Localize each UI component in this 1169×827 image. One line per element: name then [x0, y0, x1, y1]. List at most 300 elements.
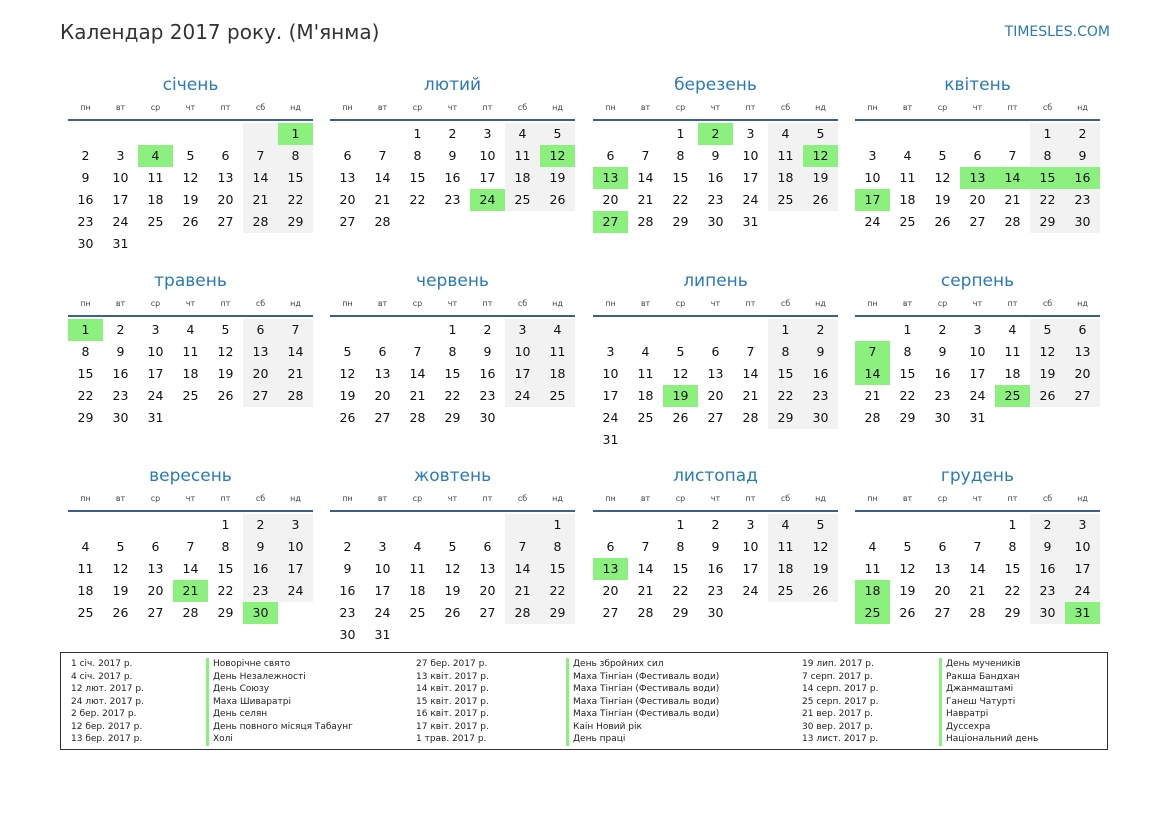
day-cell[interactable]: 2: [803, 319, 838, 341]
day-cell[interactable]: 14: [409, 366, 426, 381]
day-cell[interactable]: 2: [243, 514, 278, 536]
day-cell[interactable]: 15: [409, 170, 426, 185]
day-cell[interactable]: 18: [77, 583, 94, 598]
day-cell[interactable]: 25: [899, 214, 916, 229]
holiday-day-cell[interactable]: 2: [698, 123, 733, 145]
day-cell[interactable]: 16: [1030, 558, 1065, 580]
day-cell[interactable]: 22: [1004, 583, 1021, 598]
day-cell[interactable]: 22: [540, 580, 575, 602]
day-cell[interactable]: 10: [278, 536, 313, 558]
day-cell[interactable]: 1: [540, 514, 575, 536]
day-cell[interactable]: 17: [505, 363, 540, 385]
day-cell[interactable]: 27: [217, 214, 234, 229]
day-cell[interactable]: 23: [339, 605, 356, 620]
day-cell[interactable]: 12: [1030, 341, 1065, 363]
day-cell[interactable]: 6: [243, 319, 278, 341]
day-cell[interactable]: 8: [768, 341, 803, 363]
day-cell[interactable]: 18: [637, 388, 654, 403]
day-cell[interactable]: 4: [413, 539, 422, 554]
day-cell[interactable]: 2: [448, 126, 457, 141]
day-cell[interactable]: 8: [448, 344, 457, 359]
day-cell[interactable]: 20: [934, 583, 951, 598]
day-cell[interactable]: 30: [339, 627, 356, 642]
holiday-day-cell[interactable]: 14: [995, 167, 1030, 189]
holiday-day-cell[interactable]: 21: [173, 580, 208, 602]
day-cell[interactable]: 20: [217, 192, 234, 207]
day-cell[interactable]: 26: [112, 605, 129, 620]
day-cell[interactable]: 29: [540, 602, 575, 624]
day-cell[interactable]: 7: [413, 344, 422, 359]
holiday-day-cell[interactable]: 13: [960, 167, 995, 189]
day-cell[interactable]: 3: [973, 322, 982, 337]
day-cell[interactable]: 17: [1065, 558, 1100, 580]
day-cell[interactable]: 12: [899, 561, 916, 576]
day-cell[interactable]: 5: [903, 539, 912, 554]
day-cell[interactable]: 8: [413, 148, 422, 163]
day-cell[interactable]: 8: [1008, 539, 1017, 554]
day-cell[interactable]: 15: [444, 366, 461, 381]
day-cell[interactable]: 10: [479, 148, 496, 163]
day-cell[interactable]: 10: [969, 344, 986, 359]
day-cell[interactable]: 5: [540, 123, 575, 145]
day-cell[interactable]: 6: [938, 539, 947, 554]
day-cell[interactable]: 25: [637, 410, 654, 425]
day-cell[interactable]: 7: [243, 145, 278, 167]
day-cell[interactable]: 3: [746, 126, 755, 141]
day-cell[interactable]: 23: [77, 214, 94, 229]
day-cell[interactable]: 11: [182, 344, 199, 359]
day-cell[interactable]: 2: [483, 322, 492, 337]
day-cell[interactable]: 6: [711, 344, 720, 359]
day-cell[interactable]: 14: [374, 170, 391, 185]
day-cell[interactable]: 25: [409, 605, 426, 620]
day-cell[interactable]: 15: [672, 170, 689, 185]
day-cell[interactable]: 19: [444, 583, 461, 598]
day-cell[interactable]: 14: [505, 558, 540, 580]
day-cell[interactable]: 15: [768, 363, 803, 385]
day-cell[interactable]: 10: [505, 341, 540, 363]
day-cell[interactable]: 9: [116, 344, 125, 359]
site-link[interactable]: TIMESLES.COM: [1004, 24, 1110, 40]
day-cell[interactable]: 13: [934, 561, 951, 576]
day-cell[interactable]: 20: [374, 388, 391, 403]
day-cell[interactable]: 28: [374, 214, 391, 229]
day-cell[interactable]: 1: [448, 322, 457, 337]
day-cell[interactable]: 11: [505, 145, 540, 167]
day-cell[interactable]: 8: [540, 536, 575, 558]
day-cell[interactable]: 3: [483, 126, 492, 141]
day-cell[interactable]: 26: [803, 580, 838, 602]
day-cell[interactable]: 11: [77, 561, 94, 576]
day-cell[interactable]: 16: [112, 366, 129, 381]
day-cell[interactable]: 4: [641, 344, 650, 359]
day-cell[interactable]: 21: [409, 388, 426, 403]
day-cell[interactable]: 2: [81, 148, 90, 163]
day-cell[interactable]: 20: [243, 363, 278, 385]
day-cell[interactable]: 27: [147, 605, 164, 620]
day-cell[interactable]: 3: [868, 148, 877, 163]
day-cell[interactable]: 7: [973, 539, 982, 554]
day-cell[interactable]: 23: [479, 388, 496, 403]
day-cell[interactable]: 12: [339, 366, 356, 381]
day-cell[interactable]: 22: [899, 388, 916, 403]
day-cell[interactable]: 8: [81, 344, 90, 359]
day-cell[interactable]: 23: [803, 385, 838, 407]
day-cell[interactable]: 23: [444, 192, 461, 207]
day-cell[interactable]: 30: [803, 407, 838, 429]
day-cell[interactable]: 17: [969, 366, 986, 381]
day-cell[interactable]: 15: [540, 558, 575, 580]
day-cell[interactable]: 6: [606, 539, 615, 554]
day-cell[interactable]: 30: [707, 605, 724, 620]
day-cell[interactable]: 14: [182, 561, 199, 576]
day-cell[interactable]: 4: [186, 322, 195, 337]
day-cell[interactable]: 14: [637, 561, 654, 576]
day-cell[interactable]: 23: [112, 388, 129, 403]
day-cell[interactable]: 30: [934, 410, 951, 425]
day-cell[interactable]: 2: [938, 322, 947, 337]
day-cell[interactable]: 7: [505, 536, 540, 558]
day-cell[interactable]: 29: [217, 605, 234, 620]
day-cell[interactable]: 25: [540, 385, 575, 407]
day-cell[interactable]: 24: [147, 388, 164, 403]
day-cell[interactable]: 11: [1004, 344, 1021, 359]
day-cell[interactable]: 9: [711, 148, 720, 163]
day-cell[interactable]: 10: [1065, 536, 1100, 558]
day-cell[interactable]: 8: [1030, 145, 1065, 167]
day-cell[interactable]: 2: [711, 517, 720, 532]
day-cell[interactable]: 19: [182, 192, 199, 207]
day-cell[interactable]: 18: [147, 192, 164, 207]
day-cell[interactable]: 18: [899, 192, 916, 207]
day-cell[interactable]: 5: [1030, 319, 1065, 341]
day-cell[interactable]: 13: [243, 341, 278, 363]
day-cell[interactable]: 19: [1030, 363, 1065, 385]
day-cell[interactable]: 31: [374, 627, 391, 642]
day-cell[interactable]: 4: [1008, 322, 1017, 337]
day-cell[interactable]: 14: [742, 366, 759, 381]
day-cell[interactable]: 19: [112, 583, 129, 598]
day-cell[interactable]: 23: [243, 580, 278, 602]
day-cell[interactable]: 22: [409, 192, 426, 207]
day-cell[interactable]: 27: [243, 385, 278, 407]
day-cell[interactable]: 28: [278, 385, 313, 407]
day-cell[interactable]: 24: [742, 583, 759, 598]
day-cell[interactable]: 20: [707, 388, 724, 403]
day-cell[interactable]: 6: [606, 148, 615, 163]
day-cell[interactable]: 4: [540, 319, 575, 341]
day-cell[interactable]: 11: [864, 561, 881, 576]
day-cell[interactable]: 22: [672, 192, 689, 207]
day-cell[interactable]: 7: [378, 148, 387, 163]
day-cell[interactable]: 6: [221, 148, 230, 163]
day-cell[interactable]: 28: [1004, 214, 1021, 229]
holiday-day-cell[interactable]: 16: [1065, 167, 1100, 189]
holiday-day-cell[interactable]: 25: [855, 602, 890, 624]
day-cell[interactable]: 21: [505, 580, 540, 602]
day-cell[interactable]: 29: [672, 214, 689, 229]
day-cell[interactable]: 26: [934, 214, 951, 229]
day-cell[interactable]: 1: [676, 126, 685, 141]
day-cell[interactable]: 24: [602, 410, 619, 425]
day-cell[interactable]: 11: [409, 561, 426, 576]
day-cell[interactable]: 22: [77, 388, 94, 403]
day-cell[interactable]: 12: [672, 366, 689, 381]
day-cell[interactable]: 1: [1030, 123, 1065, 145]
day-cell[interactable]: 26: [339, 410, 356, 425]
day-cell[interactable]: 10: [602, 366, 619, 381]
day-cell[interactable]: 20: [339, 192, 356, 207]
day-cell[interactable]: 1: [221, 517, 230, 532]
day-cell[interactable]: 24: [969, 388, 986, 403]
day-cell[interactable]: 18: [1004, 366, 1021, 381]
day-cell[interactable]: 8: [278, 145, 313, 167]
day-cell[interactable]: 30: [1030, 602, 1065, 624]
day-cell[interactable]: 14: [637, 170, 654, 185]
day-cell[interactable]: 2: [116, 322, 125, 337]
holiday-day-cell[interactable]: 14: [855, 363, 890, 385]
day-cell[interactable]: 4: [81, 539, 90, 554]
day-cell[interactable]: 31: [742, 214, 759, 229]
day-cell[interactable]: 28: [742, 410, 759, 425]
day-cell[interactable]: 7: [1008, 148, 1017, 163]
day-cell[interactable]: 24: [1065, 580, 1100, 602]
day-cell[interactable]: 18: [768, 558, 803, 580]
day-cell[interactable]: 20: [479, 583, 496, 598]
day-cell[interactable]: 20: [147, 583, 164, 598]
day-cell[interactable]: 24: [742, 192, 759, 207]
day-cell[interactable]: 29: [1030, 211, 1065, 233]
day-cell[interactable]: 27: [707, 410, 724, 425]
day-cell[interactable]: 26: [540, 189, 575, 211]
day-cell[interactable]: 8: [221, 539, 230, 554]
day-cell[interactable]: 22: [1030, 189, 1065, 211]
day-cell[interactable]: 5: [343, 344, 352, 359]
day-cell[interactable]: 15: [278, 167, 313, 189]
day-cell[interactable]: 28: [637, 605, 654, 620]
holiday-day-cell[interactable]: 7: [855, 341, 890, 363]
day-cell[interactable]: 15: [899, 366, 916, 381]
day-cell[interactable]: 9: [448, 148, 457, 163]
day-cell[interactable]: 12: [217, 344, 234, 359]
day-cell[interactable]: 2: [343, 539, 352, 554]
day-cell[interactable]: 21: [1004, 192, 1021, 207]
day-cell[interactable]: 9: [711, 539, 720, 554]
day-cell[interactable]: 5: [938, 148, 947, 163]
day-cell[interactable]: 16: [444, 170, 461, 185]
day-cell[interactable]: 2: [1030, 514, 1065, 536]
day-cell[interactable]: 23: [1030, 580, 1065, 602]
day-cell[interactable]: 18: [768, 167, 803, 189]
day-cell[interactable]: 26: [1030, 385, 1065, 407]
day-cell[interactable]: 16: [339, 583, 356, 598]
day-cell[interactable]: 18: [505, 167, 540, 189]
day-cell[interactable]: 29: [278, 211, 313, 233]
day-cell[interactable]: 17: [602, 388, 619, 403]
day-cell[interactable]: 16: [707, 170, 724, 185]
day-cell[interactable]: 23: [934, 388, 951, 403]
day-cell[interactable]: 19: [217, 366, 234, 381]
day-cell[interactable]: 18: [182, 366, 199, 381]
day-cell[interactable]: 3: [1065, 514, 1100, 536]
day-cell[interactable]: 1: [413, 126, 422, 141]
day-cell[interactable]: 6: [378, 344, 387, 359]
day-cell[interactable]: 17: [742, 170, 759, 185]
day-cell[interactable]: 22: [217, 583, 234, 598]
day-cell[interactable]: 16: [707, 561, 724, 576]
holiday-day-cell[interactable]: 1: [68, 319, 103, 341]
holiday-day-cell[interactable]: 13: [593, 558, 628, 580]
holiday-day-cell[interactable]: 4: [138, 145, 173, 167]
day-cell[interactable]: 12: [182, 170, 199, 185]
day-cell[interactable]: 28: [182, 605, 199, 620]
day-cell[interactable]: 19: [803, 558, 838, 580]
day-cell[interactable]: 9: [938, 344, 947, 359]
holiday-day-cell[interactable]: 27: [593, 211, 628, 233]
day-cell[interactable]: 12: [803, 536, 838, 558]
day-cell[interactable]: 17: [374, 583, 391, 598]
day-cell[interactable]: 4: [505, 123, 540, 145]
day-cell[interactable]: 28: [505, 602, 540, 624]
day-cell[interactable]: 19: [540, 167, 575, 189]
day-cell[interactable]: 21: [243, 189, 278, 211]
day-cell[interactable]: 8: [903, 344, 912, 359]
day-cell[interactable]: 9: [483, 344, 492, 359]
day-cell[interactable]: 19: [934, 192, 951, 207]
day-cell[interactable]: 3: [746, 517, 755, 532]
day-cell[interactable]: 19: [339, 388, 356, 403]
day-cell[interactable]: 7: [278, 319, 313, 341]
day-cell[interactable]: 31: [602, 432, 619, 447]
day-cell[interactable]: 5: [221, 322, 230, 337]
day-cell[interactable]: 26: [899, 605, 916, 620]
day-cell[interactable]: 5: [803, 514, 838, 536]
day-cell[interactable]: 5: [803, 123, 838, 145]
day-cell[interactable]: 3: [116, 148, 125, 163]
day-cell[interactable]: 30: [1065, 211, 1100, 233]
day-cell[interactable]: 3: [151, 322, 160, 337]
day-cell[interactable]: 30: [707, 214, 724, 229]
day-cell[interactable]: 12: [934, 170, 951, 185]
day-cell[interactable]: 17: [278, 558, 313, 580]
day-cell[interactable]: 3: [606, 344, 615, 359]
day-cell[interactable]: 23: [1065, 189, 1100, 211]
day-cell[interactable]: 20: [1065, 363, 1100, 385]
day-cell[interactable]: 27: [602, 605, 619, 620]
day-cell[interactable]: 17: [147, 366, 164, 381]
day-cell[interactable]: 6: [343, 148, 352, 163]
day-cell[interactable]: 7: [186, 539, 195, 554]
day-cell[interactable]: 13: [147, 561, 164, 576]
day-cell[interactable]: 17: [479, 170, 496, 185]
day-cell[interactable]: 27: [374, 410, 391, 425]
day-cell[interactable]: 4: [868, 539, 877, 554]
day-cell[interactable]: 14: [243, 167, 278, 189]
day-cell[interactable]: 26: [444, 605, 461, 620]
day-cell[interactable]: 1: [676, 517, 685, 532]
day-cell[interactable]: 7: [746, 344, 755, 359]
day-cell[interactable]: 26: [217, 388, 234, 403]
day-cell[interactable]: 25: [768, 580, 803, 602]
day-cell[interactable]: 8: [676, 148, 685, 163]
day-cell[interactable]: 7: [641, 539, 650, 554]
day-cell[interactable]: 24: [505, 385, 540, 407]
day-cell[interactable]: 10: [374, 561, 391, 576]
day-cell[interactable]: 17: [112, 192, 129, 207]
day-cell[interactable]: 21: [278, 363, 313, 385]
day-cell[interactable]: 25: [77, 605, 94, 620]
day-cell[interactable]: 27: [339, 214, 356, 229]
holiday-day-cell[interactable]: 13: [593, 167, 628, 189]
day-cell[interactable]: 5: [186, 148, 195, 163]
holiday-day-cell[interactable]: 19: [663, 385, 698, 407]
day-cell[interactable]: 10: [112, 170, 129, 185]
day-cell[interactable]: 30: [112, 410, 129, 425]
day-cell[interactable]: 28: [409, 410, 426, 425]
day-cell[interactable]: 14: [278, 341, 313, 363]
day-cell[interactable]: 21: [864, 388, 881, 403]
holiday-day-cell[interactable]: 18: [855, 580, 890, 602]
day-cell[interactable]: 10: [864, 170, 881, 185]
day-cell[interactable]: 3: [505, 319, 540, 341]
day-cell[interactable]: 13: [479, 561, 496, 576]
day-cell[interactable]: 6: [973, 148, 982, 163]
day-cell[interactable]: 22: [768, 385, 803, 407]
day-cell[interactable]: 9: [343, 561, 352, 576]
day-cell[interactable]: 16: [803, 363, 838, 385]
day-cell[interactable]: 22: [672, 583, 689, 598]
day-cell[interactable]: 10: [147, 344, 164, 359]
day-cell[interactable]: 9: [81, 170, 90, 185]
day-cell[interactable]: 28: [637, 214, 654, 229]
day-cell[interactable]: 21: [374, 192, 391, 207]
day-cell[interactable]: 26: [672, 410, 689, 425]
holiday-day-cell[interactable]: 1: [278, 123, 313, 145]
day-cell[interactable]: 6: [1065, 319, 1100, 341]
day-cell[interactable]: 22: [444, 388, 461, 403]
day-cell[interactable]: 10: [742, 539, 759, 554]
day-cell[interactable]: 31: [112, 236, 129, 251]
day-cell[interactable]: 12: [444, 561, 461, 576]
day-cell[interactable]: 6: [151, 539, 160, 554]
day-cell[interactable]: 27: [479, 605, 496, 620]
day-cell[interactable]: 24: [112, 214, 129, 229]
day-cell[interactable]: 14: [969, 561, 986, 576]
day-cell[interactable]: 30: [77, 236, 94, 251]
day-cell[interactable]: 18: [409, 583, 426, 598]
day-cell[interactable]: 28: [243, 211, 278, 233]
day-cell[interactable]: 9: [803, 341, 838, 363]
day-cell[interactable]: 22: [278, 189, 313, 211]
day-cell[interactable]: 25: [182, 388, 199, 403]
day-cell[interactable]: 21: [637, 192, 654, 207]
holiday-day-cell[interactable]: 15: [1030, 167, 1065, 189]
day-cell[interactable]: 21: [637, 583, 654, 598]
day-cell[interactable]: 19: [803, 167, 838, 189]
day-cell[interactable]: 9: [243, 536, 278, 558]
day-cell[interactable]: 19: [899, 583, 916, 598]
day-cell[interactable]: 18: [540, 363, 575, 385]
day-cell[interactable]: 20: [969, 192, 986, 207]
day-cell[interactable]: 11: [768, 145, 803, 167]
day-cell[interactable]: 27: [934, 605, 951, 620]
day-cell[interactable]: 31: [969, 410, 986, 425]
day-cell[interactable]: 11: [147, 170, 164, 185]
day-cell[interactable]: 26: [803, 189, 838, 211]
day-cell[interactable]: 15: [1004, 561, 1021, 576]
day-cell[interactable]: 1: [1008, 517, 1017, 532]
day-cell[interactable]: 29: [77, 410, 94, 425]
